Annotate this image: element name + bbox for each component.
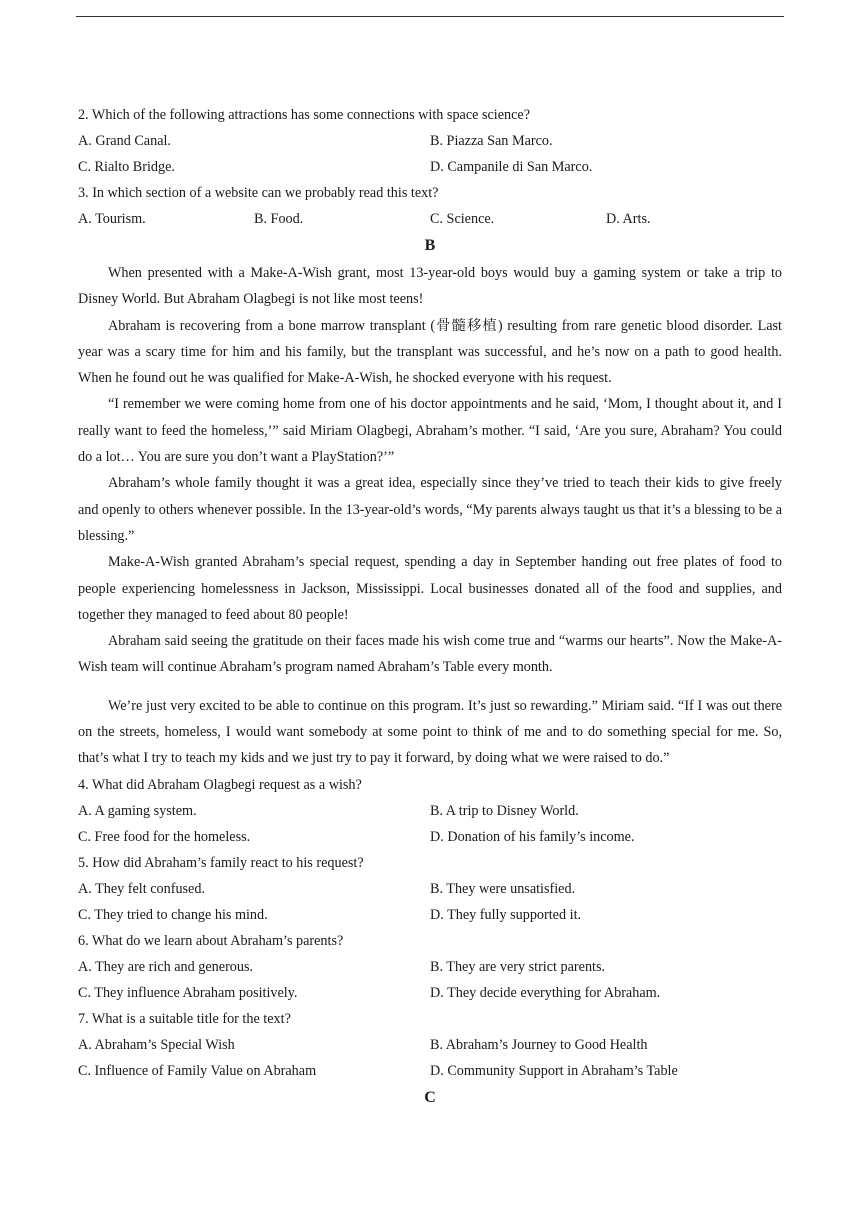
question-7-option-c: C. Influence of Family Value on Abraham [78, 1062, 317, 1079]
question-4-option-a: A. A gaming system. [78, 802, 197, 819]
section-b-paragraph-6: Abraham said seeing the gratitude on their faces made his wish come true and “warms our hearts”. Now the Make-A-Wish team will continue Abraham’s program named Abraham’s Table every month. [78, 633, 782, 676]
question-6-options-row-2 [78, 980, 782, 1006]
question-6-option-c: C. They influence Abraham positively. [78, 984, 298, 1001]
question-4-options-row-1 [78, 798, 782, 824]
question-4-options-row-2 [78, 824, 782, 850]
question-5-options-row-1 [78, 876, 782, 902]
question-3-stem: 3. In which section of a website can we probably read this text? [78, 185, 439, 201]
question-5-option-c: C. They tried to change his mind. [78, 906, 268, 923]
question-6-option-a: A. They are rich and generous. [78, 958, 254, 975]
question-7-option-a: A. Abraham’s Special Wish [78, 1036, 235, 1053]
question-7-options-row-2 [78, 1058, 782, 1084]
question-4-option-c: C. Free food for the homeless. [78, 828, 251, 845]
question-3-option-b: B. Food. [254, 211, 304, 227]
question-4-option-d: D. Donation of his family’s income. [430, 828, 635, 845]
question-2-option-d: D. Campanile di San Marco. [430, 159, 593, 175]
question-2-options-row-1 [78, 128, 782, 154]
question-6-options-row-1 [78, 954, 782, 980]
question-6-option-b: B. They are very strict parents. [430, 958, 606, 975]
section-c-heading: C [424, 1088, 436, 1106]
page-content [78, 102, 782, 1112]
question-3-option-a: A. Tourism. [78, 211, 146, 227]
section-b-paragraph-2: Abraham is recovering from a bone marrow transplant (骨髓移植) resulting from rare genetic blood disorder. Last year was a scary time for him and his family, but the transplant was successful, and he’s now on a path to good health. When he found out he was qualified for Make-A-Wish, he shocked everyone with his request. [78, 317, 782, 387]
question-3-option-c: C. Science. [430, 211, 495, 227]
question-5-option-b: B. They were unsatisfied. [430, 880, 576, 897]
header-rule [76, 16, 784, 17]
question-6-stem: 6. What do we learn about Abraham’s parents? [78, 932, 344, 949]
question-3-options-row [78, 206, 782, 232]
question-2-option-a: A. Grand Canal. [78, 133, 171, 149]
question-4-stem: 4. What did Abraham Olagbegi request as a wish? [78, 776, 362, 793]
question-7-options-row-1 [78, 1032, 782, 1058]
question-5-options-row-2 [78, 902, 782, 928]
question-5-option-d: D. They fully supported it. [430, 906, 582, 923]
section-b-paragraph-1: When presented with a Make-A-Wish grant, most 13-year-old boys would buy a gaming system or take a trip to Disney World. But Abraham Olagbegi is not like most teens! [78, 265, 782, 308]
question-7-stem: 7. What is a suitable title for the text? [78, 1010, 291, 1027]
question-7-option-b: B. Abraham’s Journey to Good Health [430, 1036, 648, 1053]
question-3-option-d: D. Arts. [606, 211, 651, 227]
question-6-option-d: D. They decide everything for Abraham. [430, 984, 661, 1001]
question-2-option-b: B. Piazza San Marco. [430, 133, 553, 149]
section-b-paragraph-3: “I remember we were coming home from one of his doctor appointments and he said, ‘Mom, I thought about it, and I really want to feed the homeless,’” said Miriam Olagbegi, Abraham’s mother. “I said, ‘Are you sure, Abraham? You could do a lot… You are sure you don’t want a PlayStation?’” [78, 396, 782, 466]
question-5-stem: 5. How did Abraham’s family react to his request? [78, 854, 364, 871]
question-7-option-d: D. Community Support in Abraham’s Table [430, 1062, 678, 1079]
question-2-options-row-2 [78, 154, 782, 180]
section-b-paragraph-4: Abraham’s whole family thought it was a great idea, especially since they’ve tried to teach their kids to give freely and openly to others whenever possible. In the 13-year-old’s words, “My parents always taught us that it’s a blessing to be a blessing.” [78, 475, 782, 544]
question-2-stem: 2. Which of the following attractions has some connections with space science? [78, 107, 531, 123]
question-2-option-c: C. Rialto Bridge. [78, 159, 175, 175]
section-b-heading: B [424, 237, 436, 254]
question-4-option-b: B. A trip to Disney World. [430, 802, 579, 819]
question-5-option-a: A. They felt confused. [78, 880, 205, 897]
section-b-paragraph-7: We’re just very excited to be able to continue on this program. It’s just so rewarding.” Miriam said. “If I was out there on the streets, homeless, I would want somebody at some point to think of me and to do something special for me. So, that’s what I try to teach my kids and we just try to pay it forward, by doing what we were raised to do.” [78, 697, 782, 767]
section-b-paragraph-5: Make-A-Wish granted Abraham’s special request, spending a day in September handing out free plates of food to people experiencing homelessness in Jackson, Mississippi. Local businesses donated all of the food and supplies, and together they managed to feed about 80 people! [78, 554, 782, 623]
